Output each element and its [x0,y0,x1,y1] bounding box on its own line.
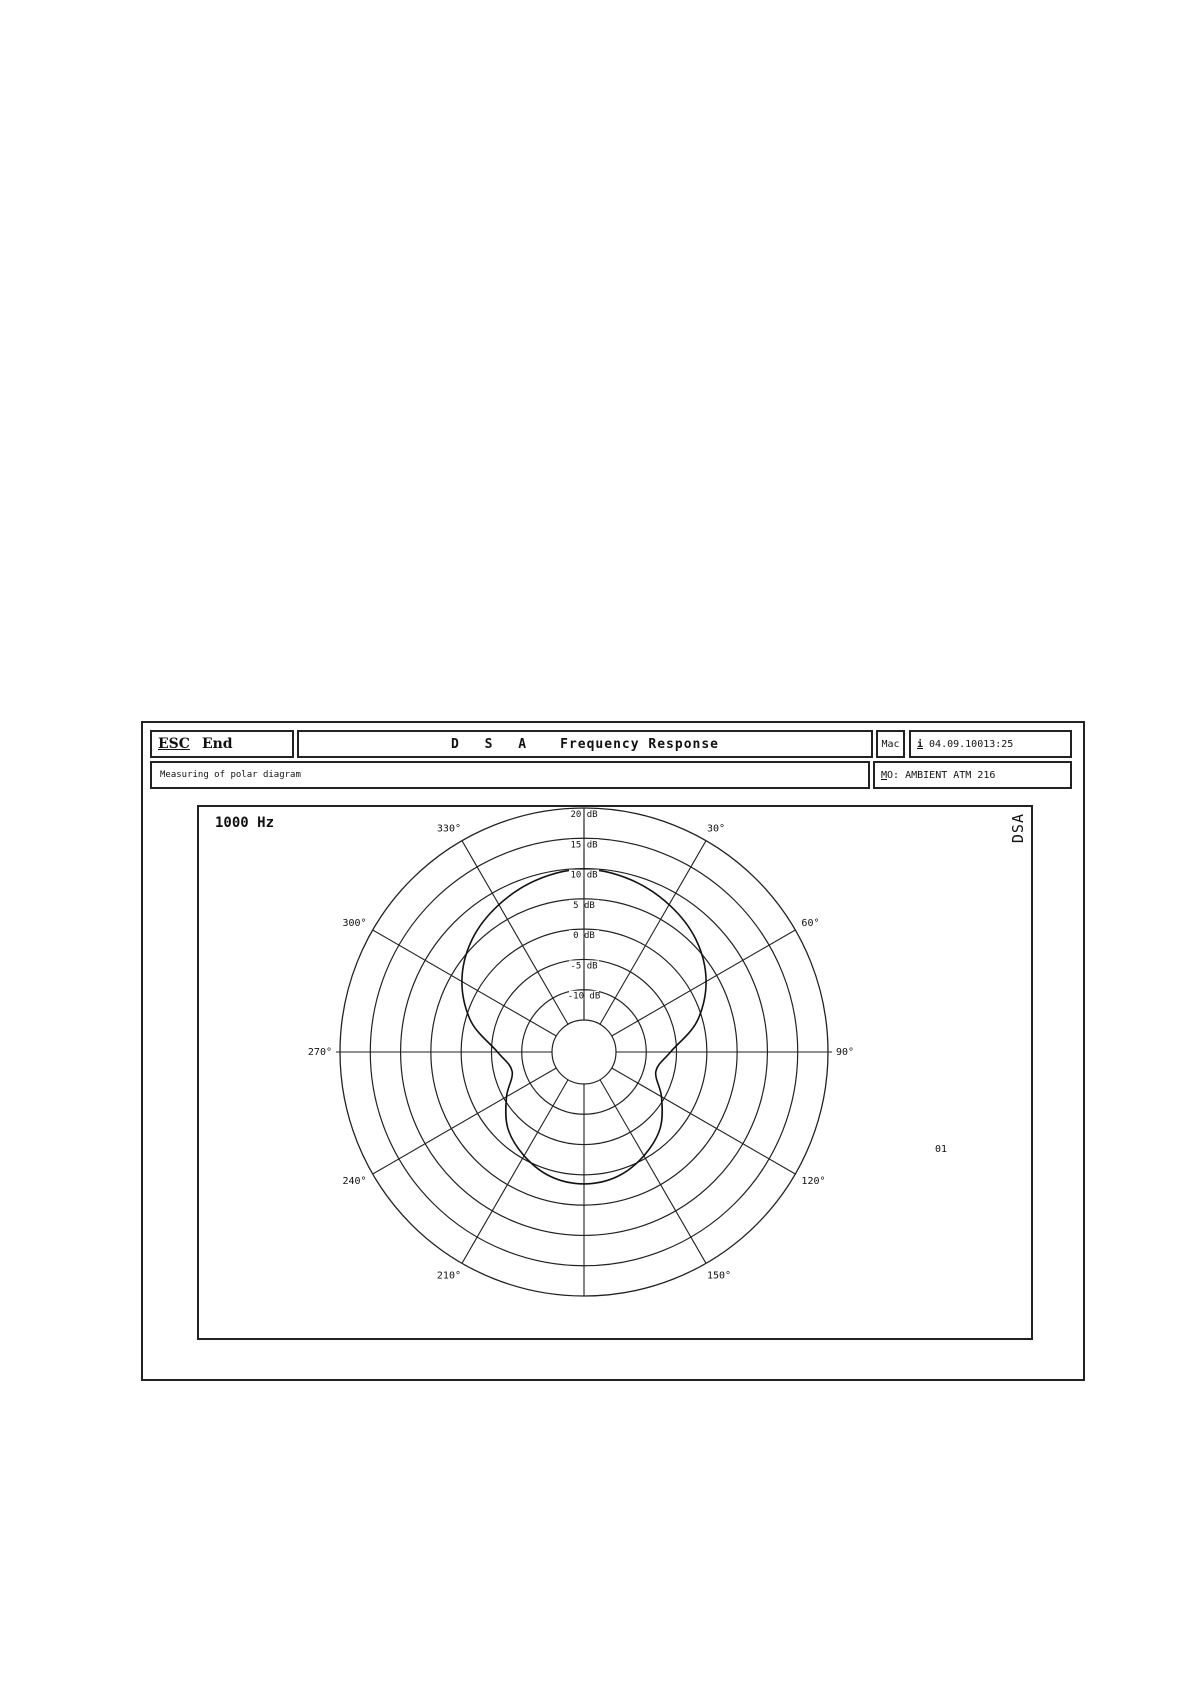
description-text: Measuring of polar diagram [160,770,301,780]
polar-plot-frame [197,805,1033,1340]
angle-label: 150° [707,1270,732,1282]
ring-label: 15 dB [570,840,598,851]
info-datetime[interactable] [909,730,1072,758]
esc-label: End [201,736,233,752]
mac-label: Mac [881,738,900,750]
esc-end-button[interactable] [150,730,294,758]
ring-label: -10 dB [567,991,601,1002]
ring-label: 10 dB [570,870,598,881]
angle-spoke [600,841,706,1025]
angle-label: 90° [836,1047,855,1058]
angle-label: 210° [436,1270,461,1282]
ring-label: 0 dB [573,931,595,942]
ring-label: 5 dB [573,900,595,911]
mac-indicator [876,730,905,758]
angle-label: 30° [707,823,726,835]
angle-spoke [373,1068,557,1174]
angle-label: 270° [307,1047,332,1058]
mic-key: M [881,769,888,781]
window-title: Frequency Response [560,736,720,752]
status-description [150,761,870,789]
curve-label: 01 [935,1144,948,1155]
angle-label: 120° [801,1176,826,1187]
angle-label: 240° [342,1176,367,1187]
ring-label: -5 dB [570,961,598,972]
angle-spoke [462,841,568,1025]
dsa-logo: DSA [1009,813,1027,844]
info-key: i [917,738,924,750]
db-ring-labels [568,808,601,1020]
angle-spoke [600,1080,706,1264]
microphone-info[interactable] [873,761,1072,789]
dsa-screen [141,721,1085,1381]
datetime-text: 04.09.10013:25 [929,738,1014,750]
angle-spoke [373,930,557,1036]
title-bar [297,730,873,758]
mic-text: O: AMBIENT ATM 216 [887,769,996,781]
frequency-label: 1000 Hz [215,815,275,831]
app-name: D S A [450,736,533,752]
ring-label: 20 dB [570,810,598,820]
center-hub [552,1020,616,1084]
angle-spoke [612,1068,796,1174]
angle-spoke [462,1080,568,1264]
esc-key: ESC [158,736,190,752]
angle-label: 300° [342,918,367,929]
angle-label: 330° [436,823,461,835]
angle-label: 60° [801,918,820,929]
angle-spoke [612,930,796,1036]
polar-diagram [199,807,1031,1338]
